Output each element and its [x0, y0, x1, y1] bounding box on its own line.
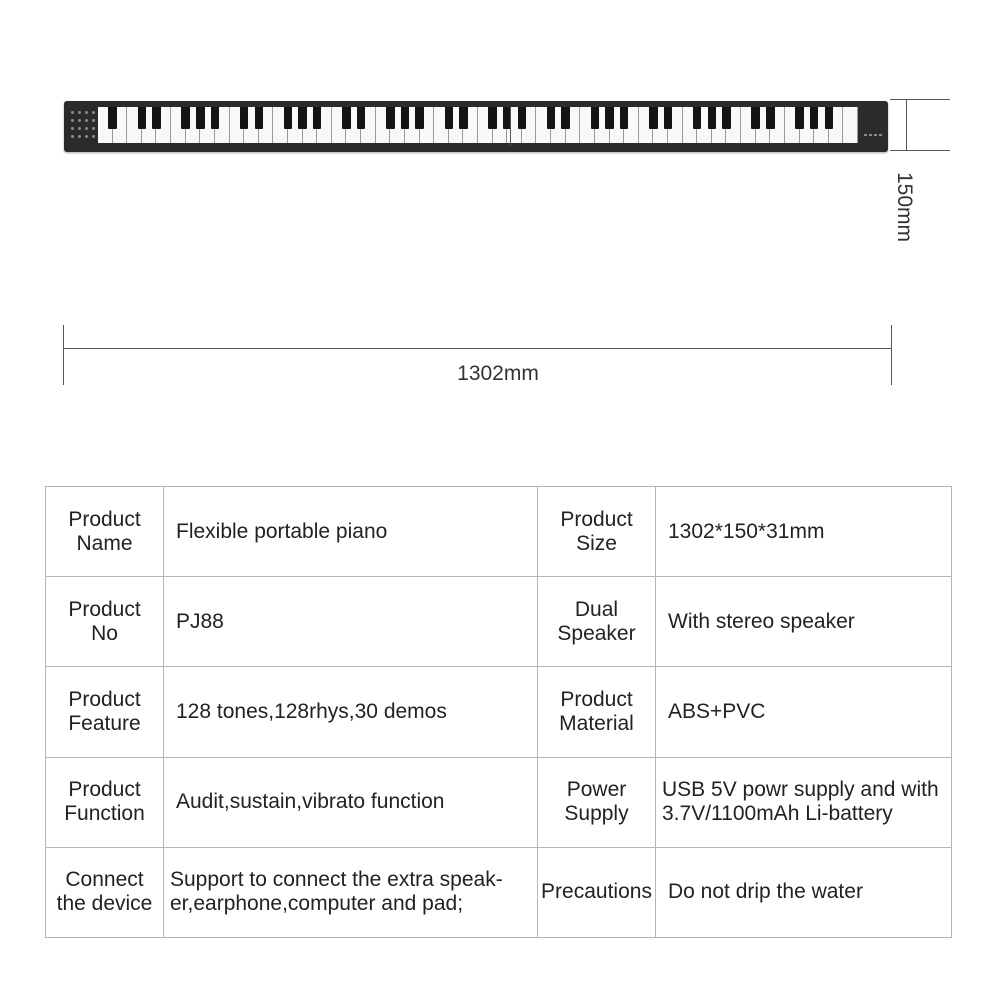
black-key: [547, 107, 555, 129]
spec-label: Power Supply: [538, 757, 656, 847]
black-key: [401, 107, 409, 129]
spec-label: Product Size: [538, 487, 656, 577]
table-row: [46, 577, 952, 667]
control-panel-right: [864, 131, 882, 139]
control-panel-left: [68, 107, 98, 145]
spec-table: [45, 486, 952, 938]
black-key: [488, 107, 496, 129]
black-key: [708, 107, 716, 129]
black-key: [722, 107, 730, 129]
control-button-dot: [78, 135, 81, 138]
speaker-slot: [864, 134, 867, 136]
control-button-dot: [92, 127, 95, 130]
spec-label: Product No: [46, 577, 164, 667]
black-key: [313, 107, 321, 129]
black-key: [751, 107, 759, 129]
piano-keys: [98, 107, 858, 143]
black-key: [240, 107, 248, 129]
table-row: [46, 487, 952, 577]
spec-value: Support to connect the extra speak- er,earphone,computer and pad;: [164, 847, 538, 937]
spec-value: PJ88: [164, 577, 538, 667]
black-key: [415, 107, 423, 129]
black-key: [766, 107, 774, 129]
spec-label: Connect the device: [46, 847, 164, 937]
control-button-dot: [71, 119, 74, 122]
spec-value: With stereo speaker: [656, 577, 952, 667]
control-button-dot: [92, 111, 95, 114]
piano-keyboard-image: [64, 101, 888, 152]
width-dimension-line: [64, 348, 892, 349]
control-button-dot: [78, 127, 81, 130]
speaker-slot: [874, 134, 877, 136]
table-row: [46, 847, 952, 937]
width-dimension-label: 1302mm: [457, 362, 539, 385]
spec-label: Precautions: [538, 847, 656, 937]
spec-label: Product Material: [538, 667, 656, 757]
control-button-dot: [71, 111, 74, 114]
black-key: [459, 107, 467, 129]
black-key: [342, 107, 350, 129]
black-key: [518, 107, 526, 129]
black-key: [810, 107, 818, 129]
spec-value: 128 tones,128rhys,30 demos: [164, 667, 538, 757]
black-key: [825, 107, 833, 129]
spec-label: Dual Speaker: [538, 577, 656, 667]
spec-label: Product Feature: [46, 667, 164, 757]
black-key: [591, 107, 599, 129]
black-key: [284, 107, 292, 129]
fold-hinge: [510, 107, 511, 146]
black-key: [152, 107, 160, 129]
height-dimension-label: 150mm: [893, 171, 916, 243]
black-key: [298, 107, 306, 129]
black-key: [620, 107, 628, 129]
spec-value: Audit,sustain,vibrato function: [164, 757, 538, 847]
spec-value: Flexible portable piano: [164, 487, 538, 577]
control-button-dot: [85, 127, 88, 130]
control-button-dot: [78, 111, 81, 114]
black-key: [664, 107, 672, 129]
table-row: [46, 757, 952, 847]
black-key: [795, 107, 803, 129]
black-key: [386, 107, 394, 129]
control-button-dot: [78, 119, 81, 122]
black-key: [181, 107, 189, 129]
spec-value: Do not drip the water: [656, 847, 952, 937]
black-key: [445, 107, 453, 129]
black-key: [138, 107, 146, 129]
black-key: [561, 107, 569, 129]
spec-value: 1302*150*31mm: [656, 487, 952, 577]
black-key: [196, 107, 204, 129]
table-row: [46, 667, 952, 757]
spec-value: USB 5V powr supply and with 3.7V/1100mAh Li-battery: [656, 757, 952, 847]
white-key: [843, 107, 858, 143]
black-key: [605, 107, 613, 129]
black-key: [108, 107, 116, 129]
spec-label: Product Function: [46, 757, 164, 847]
control-button-dot: [71, 127, 74, 130]
control-button-dot: [85, 111, 88, 114]
spec-label: Product Name: [46, 487, 164, 577]
control-button-dot: [71, 135, 74, 138]
control-button-dot: [85, 119, 88, 122]
height-dimension-line: [906, 99, 907, 151]
speaker-slot: [869, 134, 872, 136]
black-key: [255, 107, 263, 129]
black-key: [693, 107, 701, 129]
control-button-dot: [85, 135, 88, 138]
height-dimension-tick-top: [890, 99, 950, 100]
black-key: [357, 107, 365, 129]
speaker-slot: [879, 134, 882, 136]
height-dimension-tick-bottom: [890, 150, 950, 151]
control-button-dot: [92, 135, 95, 138]
control-button-dot: [92, 119, 95, 122]
spec-value: ABS+PVC: [656, 667, 952, 757]
black-key: [211, 107, 219, 129]
black-key: [649, 107, 657, 129]
